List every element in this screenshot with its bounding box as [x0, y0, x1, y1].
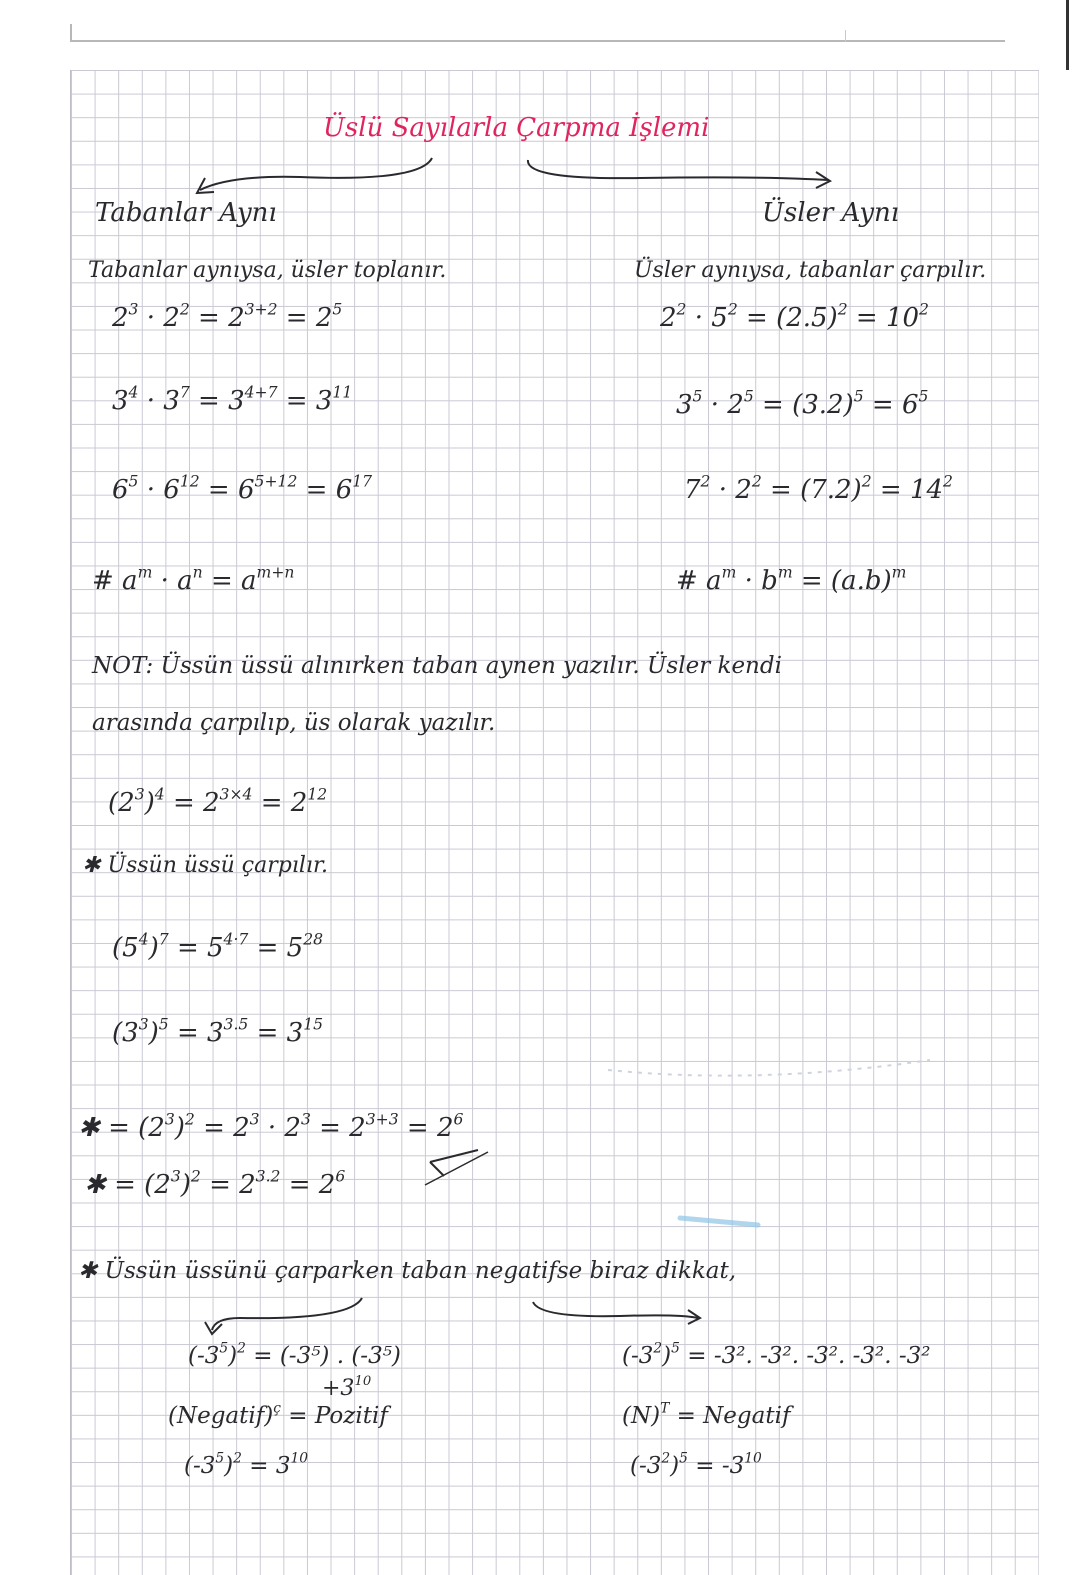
left-formula: # $a^m \cdot a^n = a^{m+n}$ [92, 563, 295, 596]
right-example-1: $2^2 \cdot 5^2 = (2.5)^2 = 10^2$ [660, 300, 929, 333]
power-example-2: $(5^4)^7 = 5^{4\cdot 7} = 5^{28}$ [112, 930, 324, 963]
right-heading: Üsler Aynı [762, 198, 900, 228]
neg-left-line-4: $(-3^5)^2 = 3^{10}$ [184, 1450, 309, 1479]
note-line-2: arasında çarpılıp, üs olarak yazılır. [92, 710, 496, 736]
note-line-1: NOT: Üssün üssü alınırken taban aynen yazılır. Üsler kendi [92, 653, 782, 679]
left-example-3: $6^5 \cdot 6^{12} = 6^{5+12} = 6^{17}$ [112, 472, 373, 505]
neg-left-line-3: (Negatif)$^ç$ = Pozitif [168, 1400, 388, 1429]
power-example-3: $(3^3)^5 = 3^{3.5} = 3^{15}$ [112, 1015, 324, 1048]
compare-line-1: ✱ = $(2^3)^2 = 2^3 \cdot 2^3 = 2^{3+3} = 2^6$ [78, 1110, 464, 1143]
neg-left-line-2: $+3^{10}$ [322, 1374, 372, 1401]
left-example-2: $3^4 \cdot 3^7 = 3^{4+7} = 3^{11}$ [112, 383, 353, 416]
neg-right-line-3: $(-3^2)^5 = -3^{10}$ [630, 1450, 762, 1479]
left-rule: Tabanlar aynıysa, üsler toplanır. [88, 258, 447, 283]
page-title: Üslü Sayılarla Çarpma İşlemi [323, 113, 710, 143]
right-example-2: $3^5 \cdot 2^5 = (3.2)^5 = 6^5$ [676, 387, 929, 420]
compare-line-2: ✱ = $(2^3)^2 = 2^{3.2} = 2^6$ [84, 1167, 346, 1200]
right-formula: # $a^m \cdot b^m = (a.b)^m$ [676, 563, 907, 596]
right-example-3: $7^2 \cdot 2^2 = (7.2)^2 = 14^2$ [684, 472, 953, 505]
star-bullet-icon: ✱ [78, 1258, 105, 1284]
neg-right-line-2: $(N)^T$ = Negatif [622, 1400, 791, 1429]
power-example-1: $(2^3)^4 = 2^{3\times 4} = 2^{12}$ [108, 785, 328, 818]
star-bullet-icon: ✱ [82, 853, 108, 878]
right-rule: Üsler aynıysa, tabanlar çarpılır. [634, 258, 987, 283]
left-example-1: $2^3 \cdot 2^2 = 2^{3+2} = 2^5$ [112, 300, 343, 333]
star-bullet-icon: ✱ [84, 1170, 115, 1200]
left-heading: Tabanlar Aynı [95, 198, 277, 228]
negative-note: ✱ Üssün üssünü çarparken taban negatifse biraz dikkat, [78, 1258, 737, 1284]
power-note: ✱ Üssün üssü çarpılır. [82, 853, 329, 878]
neg-left-line-1: $(-3^5)^2 = (-3^5)$ . (-3⁵) [188, 1340, 401, 1369]
star-bullet-icon: ✱ [78, 1113, 109, 1143]
neg-right-line-1: $(-3^2)^5 = -3^2$. -3². -3². -3². -3² [622, 1340, 931, 1369]
